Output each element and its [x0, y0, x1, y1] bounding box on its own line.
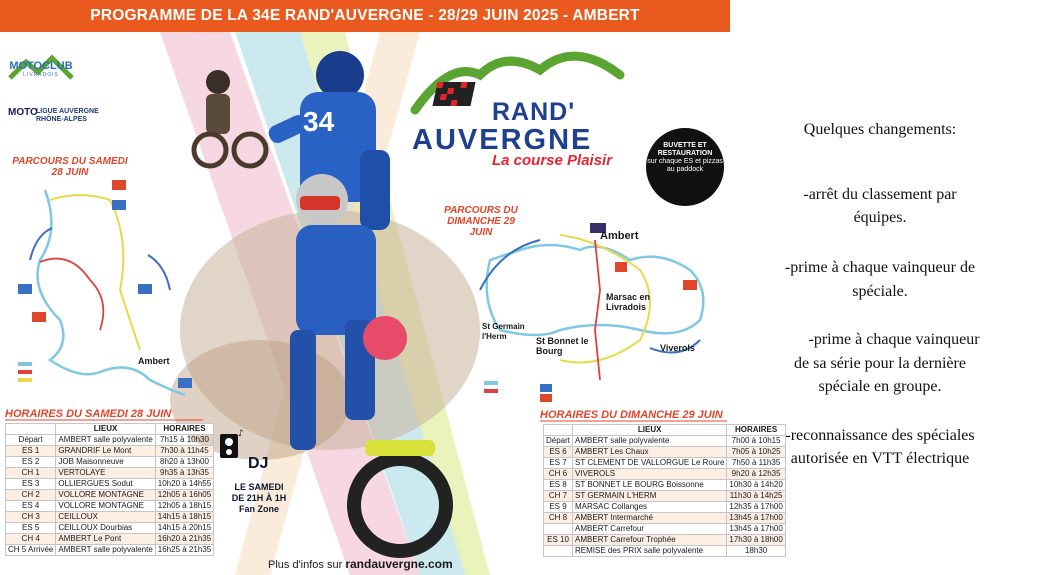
- table-row: [6, 534, 214, 545]
- federation-logo: [8, 108, 38, 117]
- sunday-schedule-heading: HORAIRES DU DIMANCHE 29 JUIN: [540, 409, 723, 421]
- row-hours: 7h50 à 11h35: [727, 458, 785, 469]
- table-row: [6, 545, 214, 556]
- row-hours: 7h15 à 10h30: [155, 435, 213, 446]
- row-place: AMBERT salle polyvalente: [56, 435, 155, 446]
- col-hours: HORAIRES: [727, 425, 785, 436]
- table-row: [6, 457, 214, 468]
- sunday-route-title: PARCOURS DU DIMANCHE 29 JUIN: [444, 205, 518, 238]
- row-code: CH 5 Arrivée: [6, 545, 56, 556]
- row-hours: 17h30 à 18h00: [727, 535, 785, 546]
- table-row: [6, 435, 214, 446]
- row-place: ST BONNET LE BOURG Boissonne: [573, 480, 727, 491]
- row-code: CH 2: [6, 490, 56, 501]
- row-hours: 11h30 à 14h25: [727, 491, 785, 502]
- event-logo-line1: RAND': [492, 98, 576, 126]
- row-place: VOLLORE MONTAGNE: [56, 490, 155, 501]
- table-row: [6, 446, 214, 457]
- speaker-icon: [216, 428, 246, 460]
- row-place: AMBERT salle polyvalente: [573, 436, 727, 447]
- row-hours: 12h05 à 16h05: [155, 490, 213, 501]
- note-line: équipes.: [853, 209, 907, 226]
- col-place: LIEUX: [56, 424, 155, 435]
- row-code: ES 5: [6, 523, 56, 534]
- row-code: [544, 546, 573, 557]
- svg-text:♪: ♪: [238, 429, 244, 439]
- event-logo-line2: AUVERGNE: [412, 124, 593, 156]
- website-link[interactable]: randauvergne.com: [345, 557, 453, 571]
- row-code: CH 4: [6, 534, 56, 545]
- row-hours: 12h05 à 18h15: [155, 501, 213, 512]
- row-code: ES 8: [544, 480, 573, 491]
- row-place: CEILLOUX Dourbias: [56, 523, 155, 534]
- row-hours: 7h00 à 10h15: [727, 436, 785, 447]
- saturday-route-title: PARCOURS DU SAMEDI 28 JUIN: [12, 156, 128, 178]
- row-place: AMBERT Intermarché: [573, 513, 727, 524]
- table-row: [6, 512, 214, 523]
- row-place: CEILLOUX: [56, 512, 155, 523]
- row-place: AMBERT salle polyvalente: [56, 545, 155, 556]
- event-logo-tagline: La course Plaisir: [492, 152, 613, 169]
- row-code: ES 9: [544, 502, 573, 513]
- table-row: [6, 468, 214, 479]
- table-row: [6, 501, 214, 512]
- map-place-st-germain: St Germain l'Herm: [482, 322, 525, 341]
- note-line: spéciale.: [852, 283, 908, 300]
- row-code: ES 1: [6, 446, 56, 457]
- row-code: Départ: [6, 435, 56, 446]
- row-hours: 13h45 à 17h00: [727, 513, 785, 524]
- changes-notes: [736, 0, 1024, 575]
- row-hours: 10h20 à 14h55: [155, 479, 213, 490]
- row-code: [544, 524, 573, 535]
- row-code: CH 8: [544, 513, 573, 524]
- row-hours: 14h15 à 20h15: [155, 523, 213, 534]
- buvette-badge: [646, 128, 724, 206]
- col-hours: HORAIRES: [155, 424, 213, 435]
- row-code: CH 3: [6, 512, 56, 523]
- row-hours: 16h20 à 21h35: [155, 534, 213, 545]
- map-place-marsac: Marsac en Livradois: [606, 292, 651, 312]
- ligue-name: LIGUE AUVERGNE RHÔNE-ALPES: [36, 108, 99, 123]
- rider-number: 34: [303, 106, 335, 137]
- motoclub-logo: [6, 60, 76, 78]
- row-place: AMBERT Carrefour Trophée: [573, 535, 727, 546]
- row-hours: 13h45 à 17h00: [727, 524, 785, 535]
- note-line: -prime à chaque vainqueur: [808, 331, 980, 348]
- row-hours: 12h35 à 17h00: [727, 502, 785, 513]
- map-place-ambert-sun: Ambert: [600, 230, 639, 242]
- row-hours: 7h05 à 10h25: [727, 447, 785, 458]
- row-hours: 10h30 à 14h20: [727, 480, 785, 491]
- front-plate: [363, 316, 407, 360]
- table-row: [6, 479, 214, 490]
- row-hours: 8h20 à 13h00: [155, 457, 213, 468]
- row-code: CH 6: [544, 469, 573, 480]
- note-line: -prime à chaque vainqueur de: [784, 259, 976, 276]
- saturday-schedule-table: [5, 423, 214, 556]
- row-place: GRANDRIF Le Mont: [56, 446, 155, 457]
- row-place: MARSAC Collanges: [573, 502, 727, 513]
- row-place: ST GERMAIN L'HERM: [573, 491, 727, 502]
- map-place-ambert-sat: Ambert: [138, 356, 170, 366]
- row-place: VIVEROLS: [573, 469, 727, 480]
- row-code: ES 10: [544, 535, 573, 546]
- note-line: spéciale en groupe.: [818, 378, 942, 395]
- row-code: CH 1: [6, 468, 56, 479]
- row-hours: 9h35 à 13h35: [155, 468, 213, 479]
- row-hours: 18h30: [727, 546, 785, 557]
- more-info-prefix: Plus d'infos sur: [268, 559, 343, 571]
- sunday-route-map: [480, 223, 703, 380]
- row-place: OLLIERGUES Sodut: [56, 479, 155, 490]
- club-sub: LIVRADOIS: [23, 72, 59, 78]
- saturday-schedule-heading: HORAIRES DU SAMEDI 28 JUIN: [5, 408, 172, 420]
- note-line: -arrêt du classement par: [803, 186, 957, 203]
- club-name: MOTOCLUB: [9, 60, 73, 72]
- saturday-schedule-body: [6, 435, 214, 556]
- table-row: [6, 490, 214, 501]
- buvette-title: BUVETTE ET RESTAURATION: [657, 142, 713, 157]
- note-line: -reconnaissance des spéciales: [785, 427, 975, 444]
- row-code: ES 7: [544, 458, 573, 469]
- notes-title: Quelques changements:: [803, 121, 957, 138]
- map-place-st-bonnet: St Bonnet le Bourg: [536, 336, 589, 356]
- map-place-viverols: Viverols: [660, 343, 695, 353]
- row-code: ES 6: [544, 447, 573, 458]
- row-code: CH 7: [544, 491, 573, 502]
- row-code: ES 3: [6, 479, 56, 490]
- row-hours: 9h20 à 12h35: [727, 469, 785, 480]
- row-code: ES 4: [6, 501, 56, 512]
- row-place: AMBERT Les Chaux: [573, 447, 727, 458]
- dj-title: DJ: [248, 455, 269, 472]
- row-place: AMBERT Le Pont: [56, 534, 155, 545]
- row-hours: 7h30 à 11h45: [155, 446, 213, 457]
- row-place: VERTOLAYE: [56, 468, 155, 479]
- table-header-row: [6, 424, 214, 435]
- buvette-text: sur chaque ES et pizzas au paddock: [647, 158, 723, 173]
- row-place: JOB Maisonneuve: [56, 457, 155, 468]
- more-info: [268, 557, 453, 571]
- poster-banner: PROGRAMME DE LA 34E RAND'AUVERGNE - 28/29 JUIN 2025 - AMBERT: [0, 0, 730, 32]
- row-place: REMISE des PRIX salle polyvalente: [573, 546, 727, 557]
- row-place: AMBERT Carrefour: [573, 524, 727, 535]
- row-hours: 14h15 à 18h15: [155, 512, 213, 523]
- table-row: [6, 523, 214, 534]
- row-code: ES 2: [6, 457, 56, 468]
- row-hours: 16h25 à 21h35: [155, 545, 213, 556]
- note-line: de sa série pour la dernière: [794, 355, 966, 372]
- note-line: autorisée en VTT électrique: [790, 450, 970, 467]
- row-place: ST CLEMENT DE VALLORGUE Le Roure: [573, 458, 727, 469]
- dj-text: LE SAMEDI DE 21H À 1H Fan Zone: [231, 482, 287, 514]
- row-code: Départ: [544, 436, 573, 447]
- federation-name: MOTO: [8, 107, 38, 118]
- row-place: VOLLORE MONTAGNE: [56, 501, 155, 512]
- col-place: LIEUX: [573, 425, 727, 436]
